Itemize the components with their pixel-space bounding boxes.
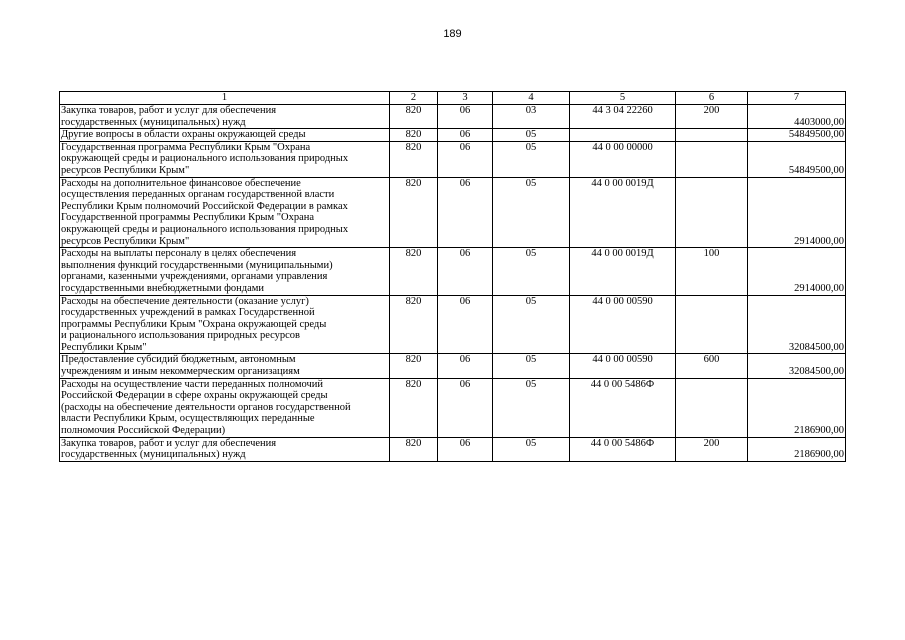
grbs-cell: 820 (390, 177, 438, 248)
grbs-cell: 820 (390, 354, 438, 378)
row-name-cell (60, 437, 390, 461)
name-line: выполнения функций государственными (муниципальными) (61, 259, 333, 271)
section-cell: 06 (438, 354, 493, 378)
name-line: государственных (муниципальных) нужд (61, 449, 246, 461)
amount-cell: 4403000,00 (748, 105, 846, 129)
name-line: Российской Федерации в сфере охраны окружающей среды (61, 390, 328, 402)
target-article-cell: 44 0 00 5486Ф (570, 378, 676, 437)
target-article-cell: 44 0 00 00590 (570, 295, 676, 354)
name-line: Закупка товаров, работ и услуг для обеспечения (61, 105, 277, 116)
name-line: ресурсов Республики Крым" (61, 235, 190, 247)
header-col-7: 7 (748, 92, 846, 105)
name-line: (расходы на обеспечение деятельности органов государственной (61, 401, 351, 413)
target-article-cell: 44 0 00 0019Д (570, 248, 676, 295)
name-line: Расходы на обеспечение деятельности (оказание услуг) (61, 295, 309, 307)
section-cell: 06 (438, 105, 493, 129)
name-line: Расходы на осуществление части переданных полномочий (61, 378, 323, 390)
section-cell: 06 (438, 177, 493, 248)
amount-cell: 2186900,00 (748, 378, 846, 437)
section-cell: 06 (438, 437, 493, 461)
name-line: учреждениям и иным некоммерческим организациям (61, 366, 300, 378)
name-line: Республики Крым" (61, 341, 147, 353)
name-line: окружающей среды и рационального использования природных (61, 223, 349, 235)
target-article-cell: 44 0 00 5486Ф (570, 437, 676, 461)
name-line: и рационального использования природных ресурсов (61, 330, 301, 342)
budget-table (59, 91, 846, 462)
row-name-cell (60, 248, 390, 295)
expense-type-cell (676, 129, 748, 142)
amount-cell: 32084500,00 (748, 295, 846, 354)
row-name-cell (60, 129, 390, 142)
subsection-cell: 05 (493, 177, 570, 248)
expense-type-cell (676, 378, 748, 437)
amount-cell: 2186900,00 (748, 437, 846, 461)
name-line: программы Республики Крым "Охрана окружающей среды (61, 318, 327, 330)
name-line: власти Республики Крым, осуществляющих переданные (61, 413, 315, 425)
name-line: окружающей среды и рационального использования природных (61, 153, 349, 165)
name-line: Государственная программа Республики Крым "Охрана (61, 141, 311, 153)
subsection-cell: 05 (493, 295, 570, 354)
table-row (60, 295, 846, 354)
header-col-5: 5 (570, 92, 676, 105)
grbs-cell: 820 (390, 437, 438, 461)
header-row (60, 92, 846, 105)
target-article-cell: 44 3 04 22260 (570, 105, 676, 129)
grbs-cell: 820 (390, 378, 438, 437)
name-line: осуществления переданных органам государственной власти (61, 189, 335, 201)
name-line: государственных (муниципальных) нужд (61, 116, 246, 128)
row-name-cell (60, 141, 390, 177)
name-line: ресурсов Республики Крым" (61, 164, 190, 176)
target-article-cell (570, 129, 676, 142)
grbs-cell: 820 (390, 141, 438, 177)
name-line: Республики Крым полномочий Российской Федерации в рамках (61, 200, 348, 212)
table-row (60, 354, 846, 378)
amount-cell: 32084500,00 (748, 354, 846, 378)
table-row (60, 378, 846, 437)
name-line: государственных учреждений в рамках Государственной (61, 307, 315, 319)
table-row (60, 177, 846, 248)
subsection-cell: 05 (493, 129, 570, 142)
subsection-cell: 05 (493, 378, 570, 437)
amount-cell: 2914000,00 (748, 248, 846, 295)
grbs-cell: 820 (390, 129, 438, 142)
section-cell: 06 (438, 141, 493, 177)
name-line: Закупка товаров, работ и услуг для обеспечения (61, 437, 277, 449)
name-line: государственными внебюджетными фондами (61, 282, 265, 294)
subsection-cell: 05 (493, 248, 570, 295)
section-cell: 06 (438, 248, 493, 295)
row-name-cell (60, 105, 390, 129)
section-cell: 06 (438, 129, 493, 142)
amount-cell: 54849500,00 (748, 129, 846, 142)
row-name-cell (60, 354, 390, 378)
name-line: Государственной программы Республики Крым "Охрана (61, 212, 315, 224)
target-article-cell: 44 0 00 0019Д (570, 177, 676, 248)
expense-type-cell: 200 (676, 105, 748, 129)
expense-type-cell: 600 (676, 354, 748, 378)
subsection-cell: 03 (493, 105, 570, 129)
table-row (60, 105, 846, 129)
name-line: органами, казенными учреждениями, органами управления (61, 271, 328, 283)
table-row (60, 248, 846, 295)
name-line: Расходы на дополнительное финансовое обеспечение (61, 177, 301, 189)
target-article-cell: 44 0 00 00000 (570, 141, 676, 177)
name-line: Предоставление субсидий бюджетным, автономным (61, 354, 296, 366)
header-col-6: 6 (676, 92, 748, 105)
header-col-3: 3 (438, 92, 493, 105)
table-row (60, 129, 846, 142)
grbs-cell: 820 (390, 105, 438, 129)
expense-type-cell (676, 141, 748, 177)
expense-type-cell (676, 177, 748, 248)
row-name-cell (60, 378, 390, 437)
subsection-cell: 05 (493, 354, 570, 378)
section-cell: 06 (438, 295, 493, 354)
amount-cell: 54849500,00 (748, 141, 846, 177)
expense-type-cell (676, 295, 748, 354)
header-col-4: 4 (493, 92, 570, 105)
page-number: 189 (443, 28, 462, 40)
table-row (60, 437, 846, 461)
grbs-cell: 820 (390, 248, 438, 295)
subsection-cell: 05 (493, 437, 570, 461)
row-name-cell (60, 295, 390, 354)
header-col-2: 2 (390, 92, 438, 105)
section-cell: 06 (438, 378, 493, 437)
header-col-1: 1 (60, 92, 390, 105)
subsection-cell: 05 (493, 141, 570, 177)
table-row (60, 141, 846, 177)
expense-type-cell: 100 (676, 248, 748, 295)
name-line: полномочия Российской Федерации) (61, 425, 226, 437)
name-line: Другие вопросы в области охраны окружающей среды (61, 129, 306, 141)
expense-type-cell: 200 (676, 437, 748, 461)
amount-cell: 2914000,00 (748, 177, 846, 248)
grbs-cell: 820 (390, 295, 438, 354)
row-name-cell (60, 177, 390, 248)
target-article-cell: 44 0 00 00590 (570, 354, 676, 378)
name-line: Расходы на выплаты персоналу в целях обеспечения (61, 248, 297, 260)
